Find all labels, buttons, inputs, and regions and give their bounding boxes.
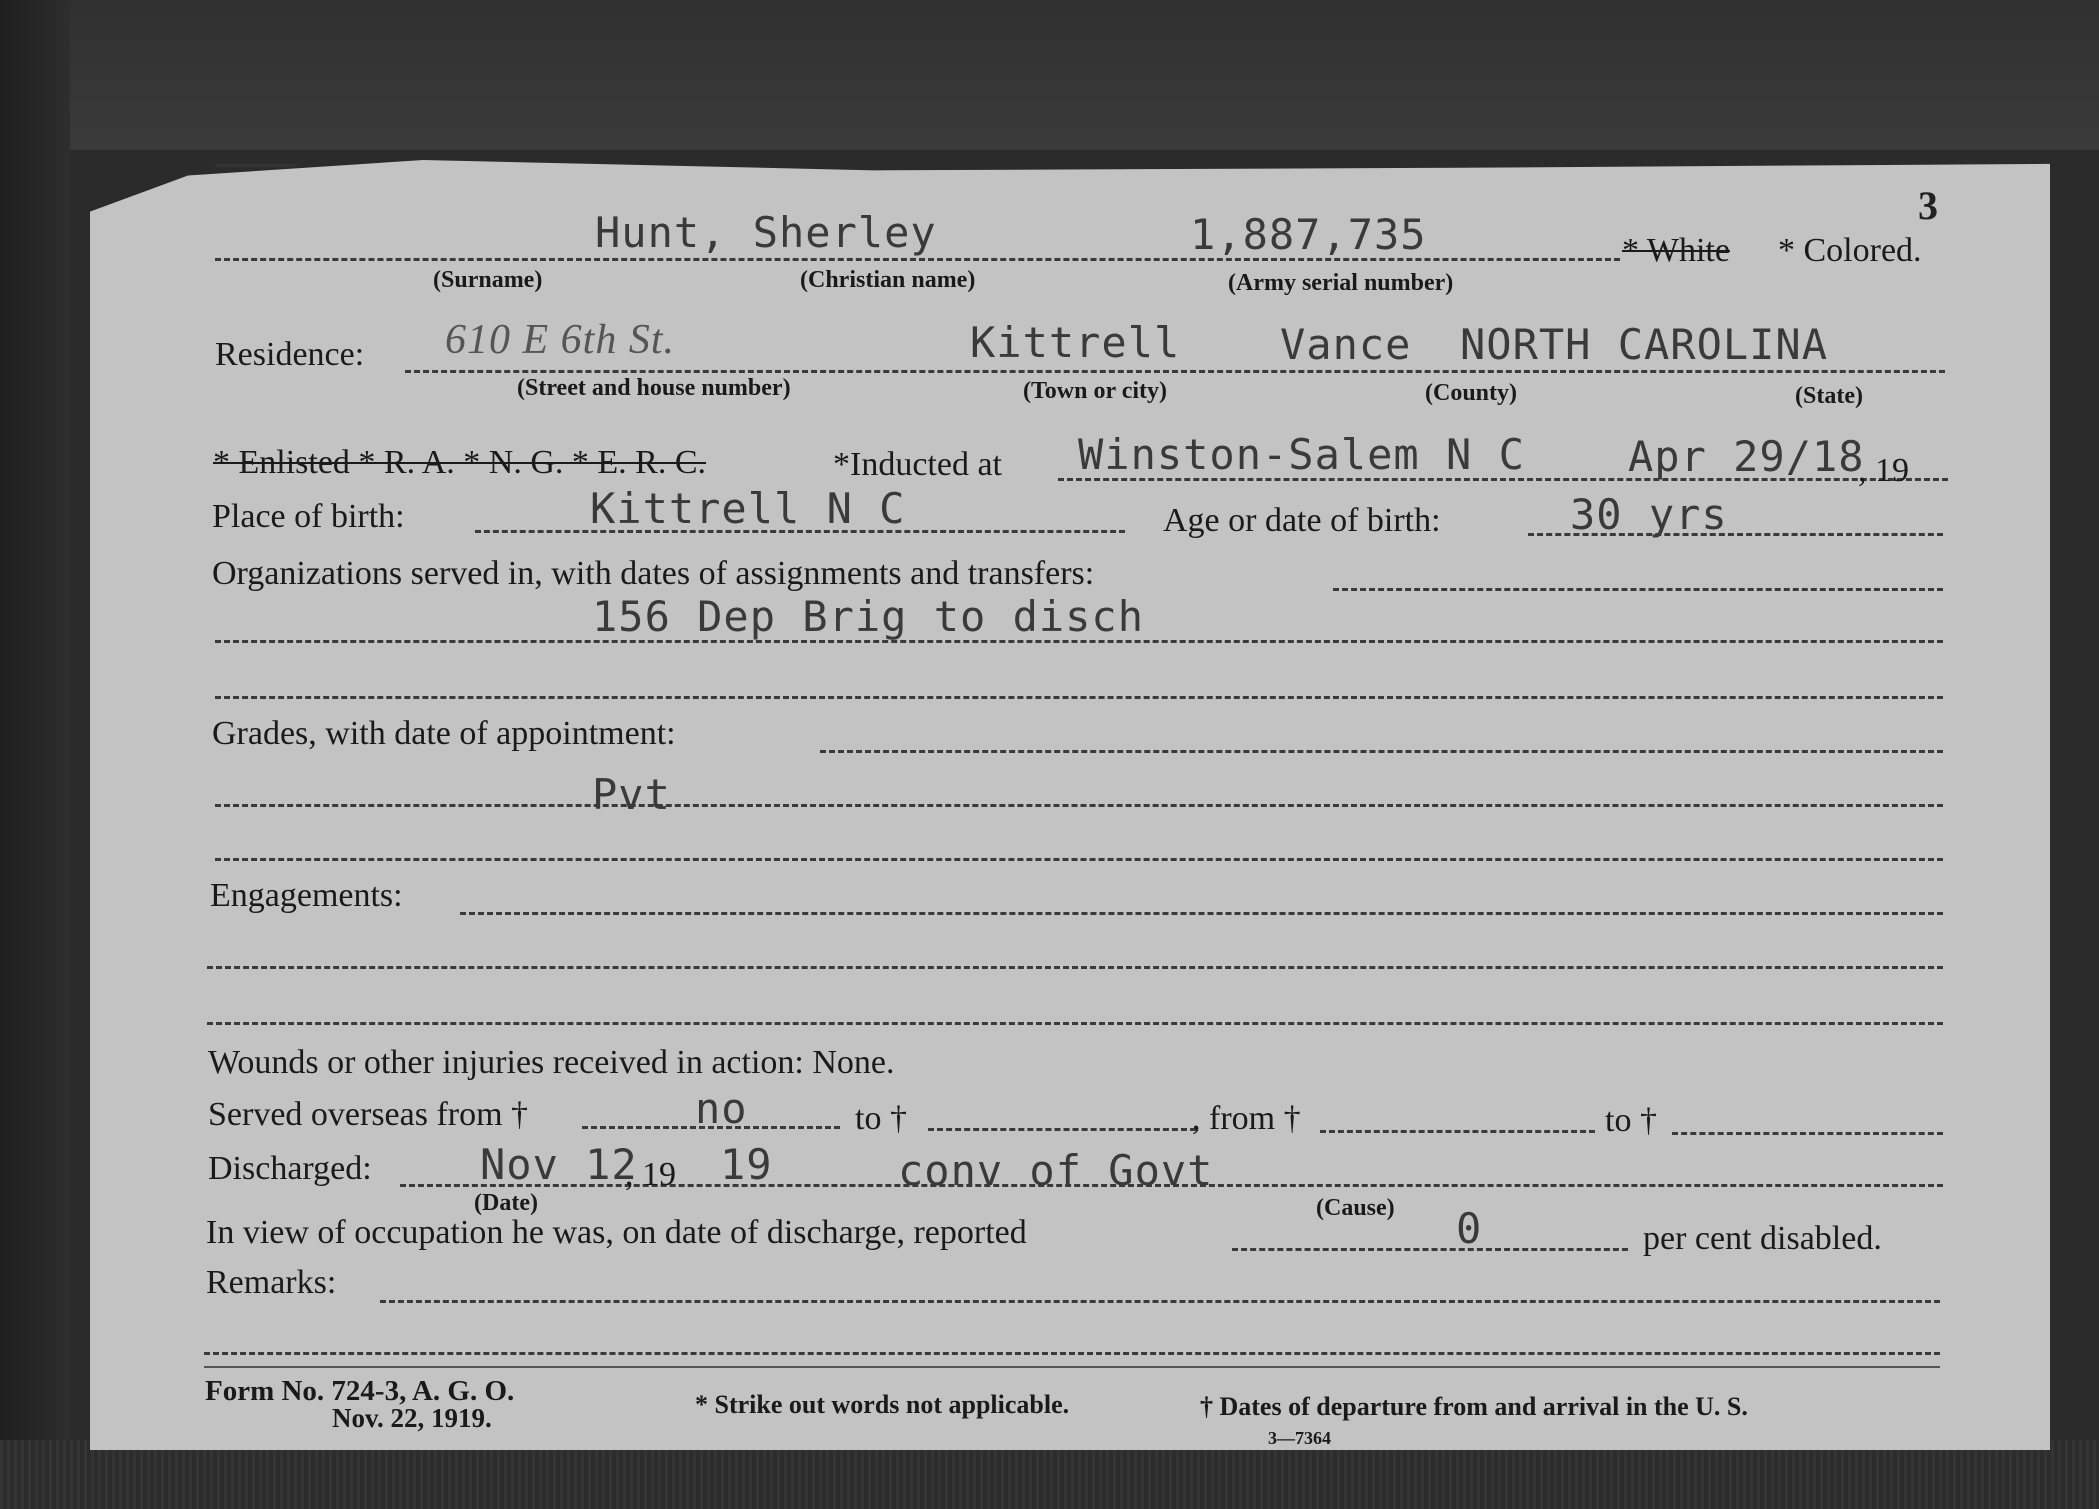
enlistment-options-struck: * Enlisted * R. A. * N. G. * E. R. C. (213, 444, 707, 481)
label-surname: (Surname) (433, 267, 543, 293)
discharged-label: Discharged: (208, 1150, 372, 1187)
form-date: Nov. 22, 1919. (332, 1403, 492, 1433)
form-number: Form No. 724-3, A. G. O. (205, 1375, 515, 1407)
overseas-to-line-2 (1672, 1132, 1943, 1135)
remarks-line-1 (380, 1300, 1940, 1303)
organizations-line-3 (215, 696, 1943, 699)
organizations-line-1 (1333, 588, 1943, 591)
disability-label: In view of occupation he was, on date of discharge, reported (206, 1214, 1027, 1251)
card-number: 3 (1918, 183, 1938, 228)
label-army-serial: (Army serial number) (1228, 270, 1454, 296)
discharge-year-prefix: , 19 (625, 1156, 676, 1193)
residence-state: NORTH CAROLINA (1460, 320, 1829, 369)
inducted-date: Apr 29/18 (1628, 432, 1865, 481)
residence-street: 610 E 6th St. (445, 317, 675, 363)
disability-value: 0 (1456, 1204, 1483, 1253)
dates-note: † Dates of departure from and arrival in the U. S. (1200, 1392, 1748, 1421)
place-of-birth-label: Place of birth: (212, 498, 405, 535)
overseas-from-label: Served overseas from † (208, 1096, 529, 1133)
discharge-year: 19 (720, 1140, 773, 1189)
card-edge-mark (215, 164, 295, 167)
overseas-from-value: no (695, 1084, 748, 1133)
inducted-place: Winston-Salem N C (1078, 430, 1525, 479)
grades-label: Grades, with date of appointment: (212, 715, 676, 752)
age-value: 30 yrs (1570, 490, 1728, 539)
inducted-at-label: *Inducted at (833, 446, 1002, 483)
grades-line-1 (820, 750, 1943, 753)
label-street: (Street and house number) (517, 375, 791, 401)
label-state: (State) (1795, 383, 1863, 409)
inducted-year-suffix: , 19 (1858, 452, 1909, 489)
residence-label: Residence: (215, 336, 365, 373)
name-value: Hunt, Sherley (595, 208, 937, 257)
race-white-option: * White (1622, 232, 1730, 269)
remarks-line-2 (204, 1352, 1940, 1355)
race-colored-option: * Colored. (1778, 232, 1922, 269)
print-code: 3—7364 (1268, 1428, 1331, 1448)
organizations-label: Organizations served in, with dates of assignments and transfers: (212, 555, 1095, 592)
engagements-line-1 (460, 912, 1943, 915)
footer-rule (204, 1366, 1940, 1368)
label-town: (Town or city) (1023, 378, 1167, 404)
disability-line (1232, 1248, 1628, 1251)
grades-value: Pvt (592, 770, 671, 819)
grades-line-3 (215, 858, 1943, 861)
strike-note: * Strike out words not applicable. (695, 1390, 1070, 1419)
organizations-value: 156 Dep Brig to disch (592, 592, 1145, 641)
residence-line (405, 370, 1945, 373)
disability-suffix: per cent disabled. (1643, 1220, 1882, 1257)
discharge-date: Nov 12 (480, 1140, 638, 1189)
overseas-to-label-2: to † (1605, 1102, 1657, 1139)
overseas-to-line (928, 1128, 1196, 1131)
label-discharge-cause: (Cause) (1316, 1195, 1395, 1221)
place-of-birth-value: Kittrell N C (590, 484, 906, 533)
label-county: (County) (1425, 380, 1518, 406)
backdrop-bottom (0, 1440, 2099, 1509)
age-label: Age or date of birth: (1163, 502, 1441, 539)
serial-value: 1,887,735 (1190, 210, 1427, 259)
grades-line-2 (215, 804, 1943, 807)
residence-county: Vance (1280, 320, 1412, 369)
remarks-label: Remarks: (206, 1264, 337, 1301)
wounds-text: Wounds or other injuries received in action: None. (208, 1044, 895, 1081)
engagements-line-2 (207, 966, 1943, 969)
overseas-from-label-2: , from † (1192, 1100, 1301, 1137)
engagements-label: Engagements: (210, 877, 403, 914)
discharge-cause: conv of Govt (898, 1146, 1214, 1195)
label-discharge-date: (Date) (474, 1190, 538, 1216)
overseas-from-line-2 (1320, 1130, 1595, 1133)
backdrop-left (0, 0, 70, 1509)
label-christian-name: (Christian name) (800, 267, 976, 293)
backdrop-top (0, 0, 2099, 150)
residence-town: Kittrell (970, 318, 1181, 367)
overseas-to-label: to † (855, 1100, 907, 1137)
engagements-line-3 (207, 1022, 1943, 1025)
